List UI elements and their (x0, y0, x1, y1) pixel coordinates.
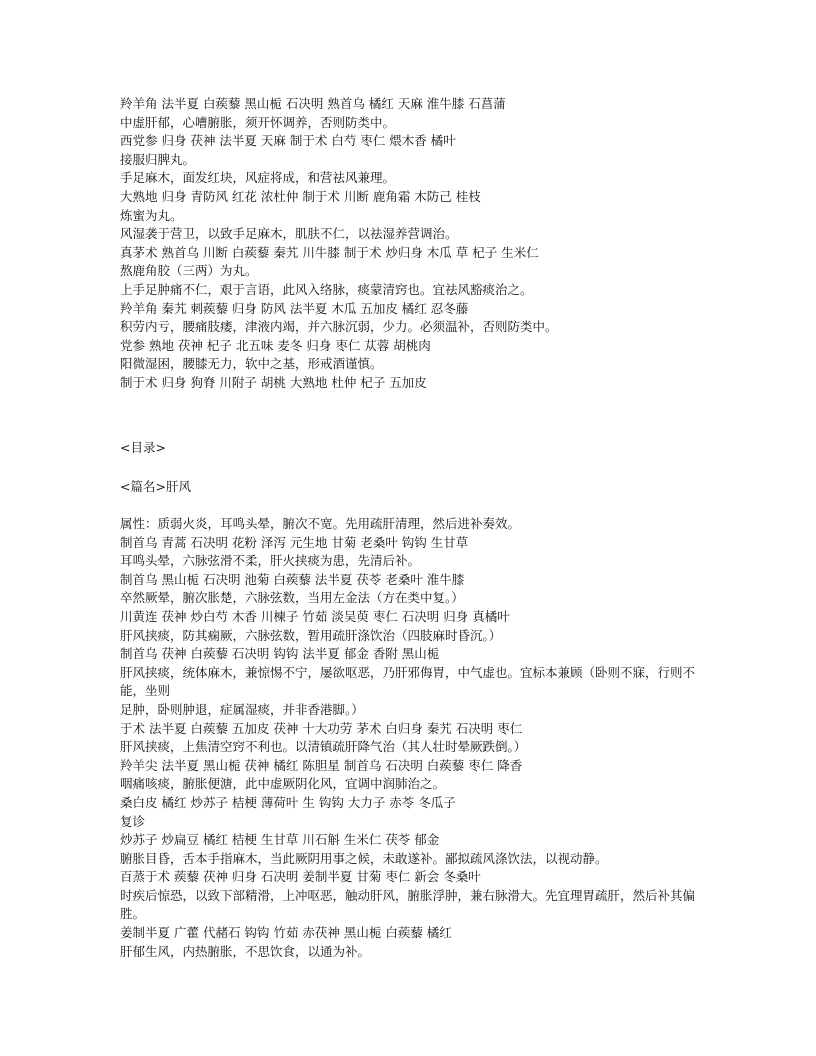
text-line: 咽痛咳痰，腑胀便溏，此中虚厥阴化风，宜调中润肺治之。 (120, 776, 446, 792)
text-line: 于术 法半夏 白蒺藜 五加皮 茯神 十大功劳 茅术 白归身 秦艽 石决明 枣仁 (120, 720, 523, 736)
toc-heading: <目录> (120, 440, 166, 455)
text-line: 手足麻木，面发红块，风症将成，和营祛风兼理。 (120, 170, 396, 186)
text-line: 风湿袭于营卫，以致手足麻木，肌肤不仁，以祛湿养营调治。 (120, 226, 458, 242)
text-line: 羚羊尖 法半夏 黑山栀 茯神 橘红 陈胆星 制首乌 石决明 白蒺藜 枣仁 降香 (120, 757, 523, 773)
text-line: 耳鸣头晕，六脉弦滑不柔，肝火挟痰为患，先清后补。 (120, 553, 421, 569)
text-line: 肝郁生风，内热腑胀，不思饮食，以通为补。 (120, 943, 371, 959)
text-line: 肝风挟痰，统体麻木，兼惊惕不宁，屡欲呕恶，乃肝邪侮胃，中气虚也。宜标本兼顾（卧则不寐，行则不能，坐则 (120, 664, 696, 699)
text-line: 复诊 (120, 813, 146, 829)
text-line: 肝风挟痰，上焦清空窍不利也。以清镇疏肝降气治（其人壮时晕厥跌倒。） (120, 739, 527, 755)
text-line: 党参 熟地 茯神 杞子 北五味 麦冬 归身 枣仁 苁蓉 胡桃肉 (120, 337, 431, 353)
text-line: 大熟地 归身 青防风 红花 浓杜仲 制于术 川断 鹿角霜 木防己 桂枝 (120, 188, 481, 204)
text-line: 姜制半夏 广藿 代赭石 钩钩 竹茹 赤茯神 黑山栀 白蒺藜 橘红 (120, 925, 452, 941)
text-line: 卒然厥晕，腑次胀楚，六脉弦数，当用左金法（方在类中复。） (120, 590, 464, 606)
text-line: 阳微湿困，腰膝无力，软中之基，形戒酒谨慎。 (120, 356, 383, 372)
text-line: 炼蜜为丸。 (120, 207, 183, 223)
text-line: 腑胀目昏，舌本手指麻木，当此厥阴用事之候，未敢遂补。鄙拟疏风涤饮法，以视动静。 (120, 850, 608, 866)
prescription-block-liver-wind (120, 515, 700, 961)
text-line: 制首乌 青蒿 石决明 花粉 泽泻 元生地 甘菊 老桑叶 钩钩 生甘草 (120, 534, 469, 550)
text-line: 上手足肿痛不仁，艰于言语，此风入络脉，痰蒙清窍也。宜祛风豁痰治之。 (120, 281, 533, 297)
text-line: 羚羊角 秦艽 刺蒺藜 归身 防风 法半夏 木瓜 五加皮 橘红 忍冬藤 (120, 300, 469, 316)
chapter-title: <篇名>肝风 (120, 479, 191, 494)
prescription-block-top (120, 95, 700, 393)
text-line: 中虚肝郁，心嘈腑胀，须开怀调养，否则防类中。 (120, 114, 396, 130)
text-line: 制首乌 黑山栀 石决明 池菊 白蒺藜 法半夏 茯苓 老桑叶 淮牛膝 (120, 571, 465, 587)
text-line: 肝风挟痰，防其痫厥，六脉弦数，暂用疏肝涤饮治（四肢麻时昏沉。） (120, 627, 502, 643)
text-line: 炒苏子 炒扁豆 橘红 桔梗 生甘草 川石斛 生米仁 茯苓 郁金 (120, 832, 440, 848)
text-line: 百蒸于术 蒺藜 茯神 归身 石决明 姜制半夏 甘菊 枣仁 新会 冬桑叶 (120, 869, 481, 885)
text-line: 积劳内亏，腰痛肢痿，津液内竭，并六脉沉弱，少力。必须温补，否则防类中。 (120, 319, 558, 335)
text-line: 制首乌 茯神 白蒺藜 石决明 钩钩 法半夏 郁金 香附 黑山栀 (120, 646, 440, 662)
text-line: 熬鹿角胶（三两）为丸。 (120, 263, 258, 279)
text-line: 真茅术 熟首乌 川断 白蒺藜 秦艽 川牛膝 制于术 炒归身 木瓜 草 杞子 生米仁 (120, 244, 539, 260)
text-line: 桑白皮 橘红 炒苏子 桔梗 薄荷叶 生 钩钩 大力子 赤苓 冬瓜子 (120, 794, 456, 810)
text-line: 羚羊角 法半夏 白蒺藜 黑山栀 石决明 熟首乌 橘红 天麻 淮牛膝 石菖蒲 (120, 96, 506, 111)
text-line: 足肿，卧则肿退，症属湿痰，并非香港脚。） (120, 701, 364, 717)
text-line: 接服归脾丸。 (120, 151, 196, 167)
text-line: 时疾后惊恐，以致下部精滑，上冲呕恶，触动肝风，腑胀浮肿，兼右脉滑大。先宜理胃疏肝，然后补其偏胜。 (120, 887, 696, 922)
text-line: 川黄连 茯神 炒白芍 木香 川楝子 竹茹 淡吴萸 枣仁 石决明 归身 真橘叶 (120, 608, 510, 624)
text-line: 属性：质弱火炎，耳鸣头晕，腑次不宽。先用疏肝清理，然后进补奏效。 (120, 516, 521, 531)
text-line: 制于术 归身 狗脊 川附子 胡桃 大熟地 杜仲 杞子 五加皮 (120, 374, 427, 390)
text-line: 西党参 归身 茯神 法半夏 天麻 制于术 白芍 枣仁 煨木香 橘叶 (120, 133, 456, 149)
